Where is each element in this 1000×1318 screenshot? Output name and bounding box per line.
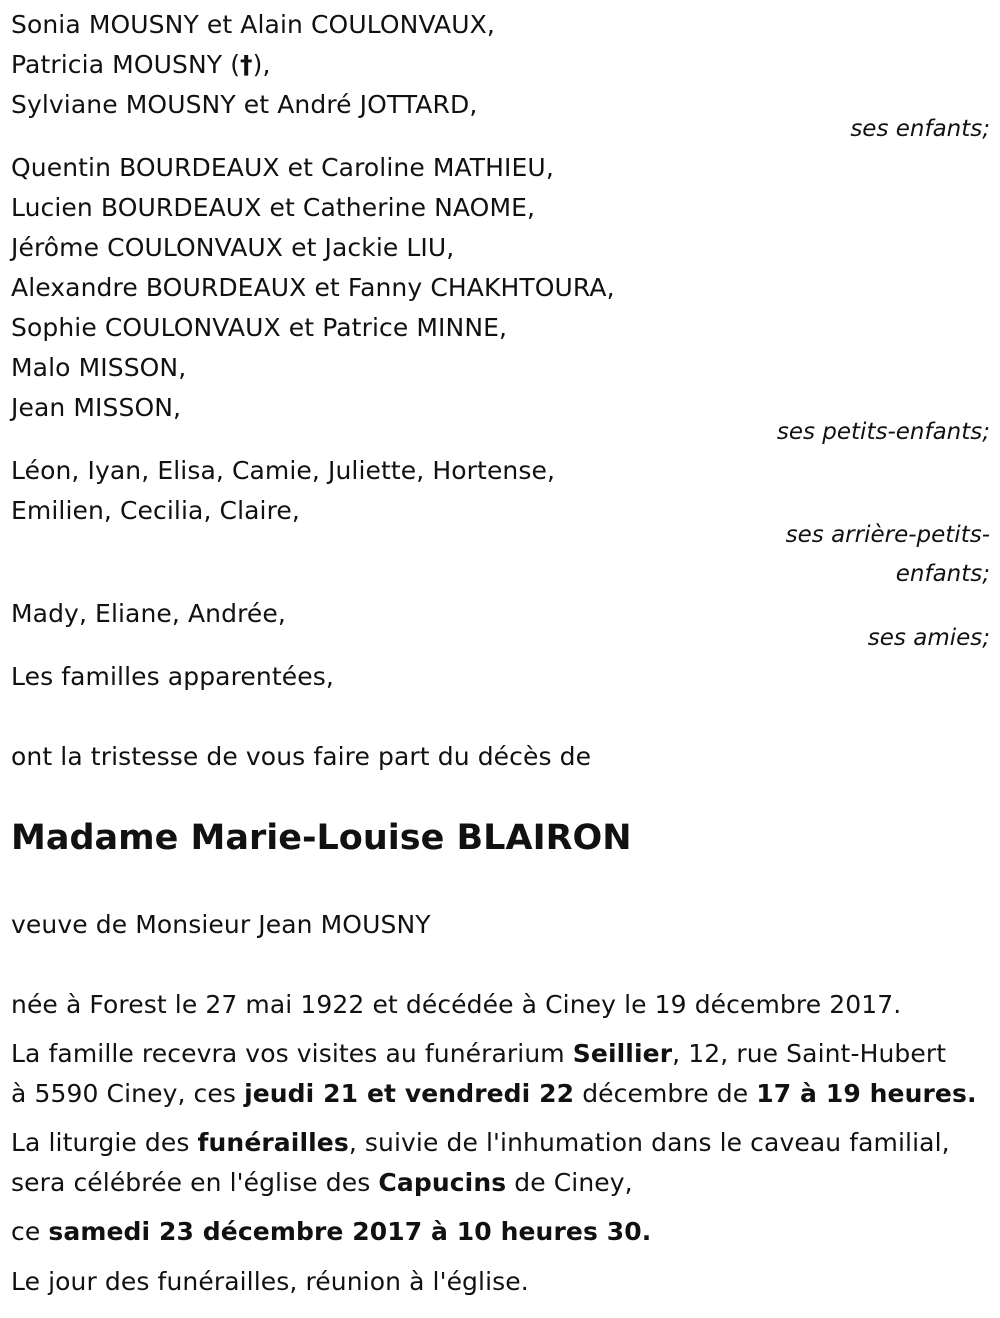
liturgy-text: ce xyxy=(11,1217,49,1246)
visits-text: , 12, rue Saint-Hubert xyxy=(672,1039,947,1068)
announce-line: ont la tristesse de vous faire part du décès de xyxy=(11,742,592,771)
liturgy-text: de Ciney, xyxy=(506,1168,633,1197)
widow-line: veuve de Monsieur Jean MOUSNY xyxy=(11,910,431,939)
grandchild-line: Malo MISSON, xyxy=(11,353,187,382)
grandchild-line: Jérôme COULONVAUX et Jackie LIU, xyxy=(11,233,455,262)
great-grandchildren-label: ses arrière-petits- xyxy=(785,522,990,548)
liturgy-line xyxy=(11,1127,950,1159)
visits-line xyxy=(11,1038,946,1070)
birth-death-line: née à Forest le 27 mai 1922 et décédée à Ciney le 19 décembre 2017. xyxy=(11,990,902,1019)
child-line xyxy=(11,49,271,81)
funeral-home-name: Seillier xyxy=(572,1039,673,1068)
families-line: Les familles apparentées, xyxy=(11,662,334,691)
church-name: Capucins xyxy=(378,1168,507,1197)
visits-text: à 5590 Ciney, ces xyxy=(11,1079,245,1108)
visit-days: jeudi 21 et vendredi 22 xyxy=(244,1079,575,1108)
liturgy-text: , suivie de l'inhumation dans le caveau familial, xyxy=(348,1128,950,1157)
grandchild-line: Sophie COULONVAUX et Patrice MINNE, xyxy=(11,313,508,342)
liturgy-text: La liturgie des xyxy=(11,1128,198,1157)
child-line: Sylviane MOUSNY et André JOTTARD, xyxy=(11,90,478,119)
funeral-word: funérailles xyxy=(197,1128,349,1157)
great-grandchild-line: Emilien, Cecilia, Claire, xyxy=(11,496,300,525)
visits-text: décembre de xyxy=(574,1079,757,1108)
funeral-datetime: samedi 23 décembre 2017 à 10 heures 30. xyxy=(48,1217,652,1246)
grandchild-line: Quentin BOURDEAUX et Caroline MATHIEU, xyxy=(11,153,554,182)
friends-label: ses amies; xyxy=(867,625,990,651)
deceased-name: Madame Marie-Louise BLAIRON xyxy=(11,818,632,858)
cross-symbol: † xyxy=(240,50,253,79)
great-grandchild-line: Léon, Iyan, Elisa, Camie, Juliette, Hortense, xyxy=(11,456,556,485)
liturgy-text: sera célébrée en l'église des xyxy=(11,1168,379,1197)
grandchild-line: Alexandre BOURDEAUX et Fanny CHAKHTOURA, xyxy=(11,273,615,302)
liturgy-date-line xyxy=(11,1216,651,1248)
meeting-line: Le jour des funérailles, réunion à l'église. xyxy=(11,1267,529,1296)
visits-line xyxy=(11,1078,977,1110)
liturgy-line xyxy=(11,1167,633,1199)
great-grandchildren-label: enfants; xyxy=(895,561,990,587)
grandchildren-label: ses petits-enfants; xyxy=(776,419,990,445)
child-line: Sonia MOUSNY et Alain COULONVAUX, xyxy=(11,10,495,39)
child-name-part: Patricia MOUSNY ( xyxy=(11,50,241,79)
friends-line: Mady, Eliane, Andrée, xyxy=(11,599,286,628)
visit-hours: 17 à 19 heures. xyxy=(756,1079,977,1108)
grandchild-line: Lucien BOURDEAUX et Catherine NAOME, xyxy=(11,193,536,222)
visits-text: La famille recevra vos visites au funérarium xyxy=(11,1039,573,1068)
grandchild-line: Jean MISSON, xyxy=(11,393,182,422)
child-name-part: ), xyxy=(252,50,271,79)
children-label: ses enfants; xyxy=(850,116,990,142)
